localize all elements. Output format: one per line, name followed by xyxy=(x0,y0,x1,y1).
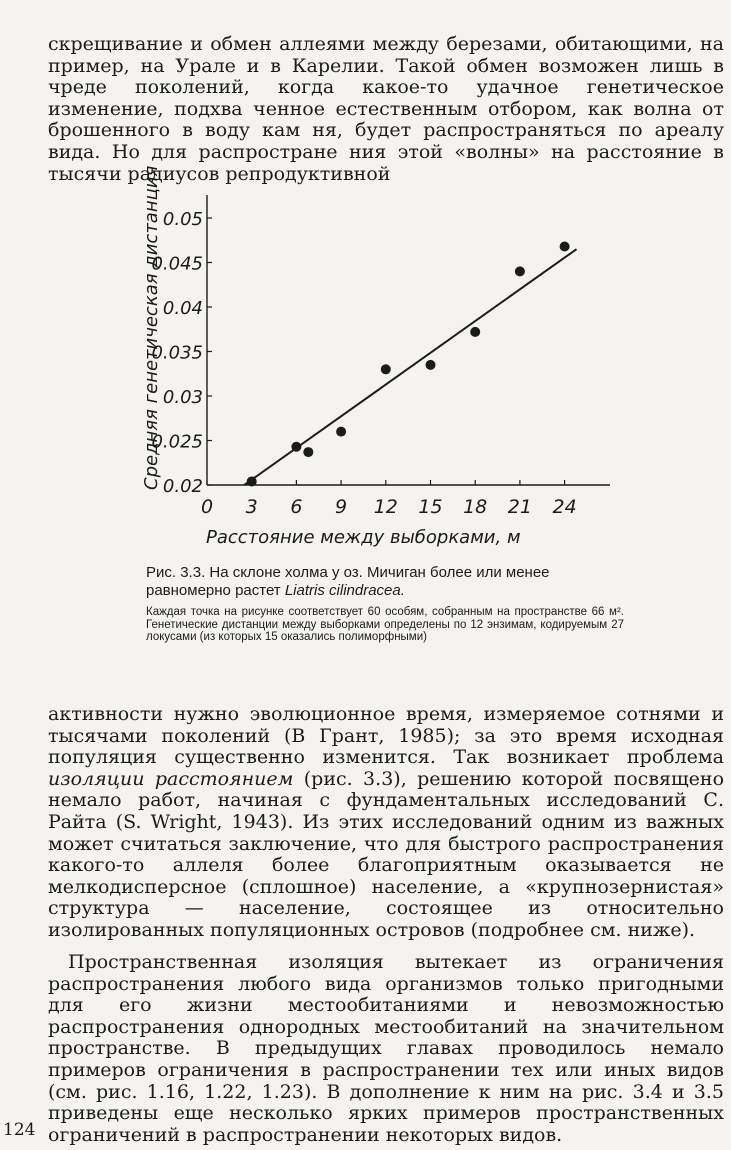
y-tick-label: 0.02 xyxy=(162,476,203,497)
y-tick-label: 0.03 xyxy=(162,387,203,408)
caption-title-text: Рис. 3.3. На склоне холма у оз. Мичиган более или менее равномерно растет xyxy=(146,564,550,599)
paragraph-middle-text-a: активности нужно эволюционное время, измеряемое сотнями и тысячами поколений (В Грант, 1985); за это время исходная популяция существенно изменится. Так возникает проблема xyxy=(48,703,724,769)
y-tick-label: 0.035 xyxy=(151,342,203,364)
page-number: 124 xyxy=(3,1120,36,1140)
y-axis-label: Средняя генетическая дистанция xyxy=(141,165,162,490)
paragraph-middle-text-b: (рис. 3.3), решению которой посвящено немало работ, начиная с фундаментальных исследований С. Райта (S. Wright, 1943). Из этих исследований одним из важных может считаться заключение, что для быстрого распространения какого-то аллеля более благоприятным оказывается не мелкодисперсное (сплошное) население, а «крупнозернистая» структура — население, состоящее из относительно изолированных популяционных островов (подробнее см. ниже). xyxy=(48,767,725,941)
paragraph-top: скрещивание и обмен аллеями между березами, обитающими, на пример, на Урале и в Карелии. Такой обмен возможен лишь в чреде поколений, когда какое-то удачное генетическое изменение, подхва ченное естественным отбором, как волна от брошенного в воду кам ня, будет распространяться по ареалу вида. Но для распростране ния этой «волны» на расстояние в тысячи радиусов репродуктивной xyxy=(48,33,724,185)
data-point xyxy=(247,476,257,486)
chart-ticks xyxy=(151,209,576,518)
data-point xyxy=(470,327,480,337)
x-axis-label: Расстояние между выборками, м xyxy=(206,527,521,548)
y-tick-label: 0.045 xyxy=(151,253,203,275)
x-tick-label: 15 xyxy=(418,496,443,518)
x-tick-label: 9 xyxy=(335,496,348,518)
y-tick-label: 0.025 xyxy=(151,431,203,453)
data-point xyxy=(336,427,346,437)
data-point xyxy=(291,442,301,452)
data-point xyxy=(381,364,391,374)
term-isolation-by-distance: изоляции расстоянием xyxy=(48,767,294,790)
x-tick-label: 21 xyxy=(507,496,532,518)
x-tick-label: 3 xyxy=(245,496,258,518)
figure-caption-note: Каждая точка на рисунке соответствует 60 особям, собранным на пространстве 66 м². Генетические дистанции между выборками определены по 12 энзимам, кодируемым 27 локусами (из которых 15 оказались полиморфными) xyxy=(146,606,624,643)
chart-points xyxy=(247,241,570,486)
data-point xyxy=(560,241,570,251)
data-point xyxy=(426,360,436,370)
y-tick-label: 0.05 xyxy=(162,209,203,230)
x-tick-label: 6 xyxy=(290,496,303,518)
paragraph-bottom: Пространственная изоляция вытекает из ограничения распространения любого вида организмов только пригодными для его жизни местообитаниями и невозможностью распространения однородных местообитаний на значительном пространстве. В предыдущих главах проводилось немало примеров ограничения в распространении тех или иных видов (см. рис. 1.16, 1.22, 1.23). В дополнение к ним на рис. 3.4 и 3.5 приведены еще несколько ярких примеров пространственных ограничений в распространении некоторых видов. xyxy=(48,951,724,1146)
data-point xyxy=(515,266,525,276)
caption-species-name: Liatris cilindracea. xyxy=(284,582,405,599)
figure-3-3-scatter-chart xyxy=(0,0,731,560)
x-tick-label: 24 xyxy=(552,496,577,518)
data-point xyxy=(303,447,313,457)
figure-caption-title xyxy=(146,564,624,600)
y-tick-label: 0.04 xyxy=(162,298,203,319)
chart-axes xyxy=(207,195,610,485)
x-tick-label: 18 xyxy=(463,496,488,518)
x-tick-label: 12 xyxy=(373,496,398,518)
paragraph-middle xyxy=(48,704,724,942)
x-tick-label: 0 xyxy=(200,496,214,518)
